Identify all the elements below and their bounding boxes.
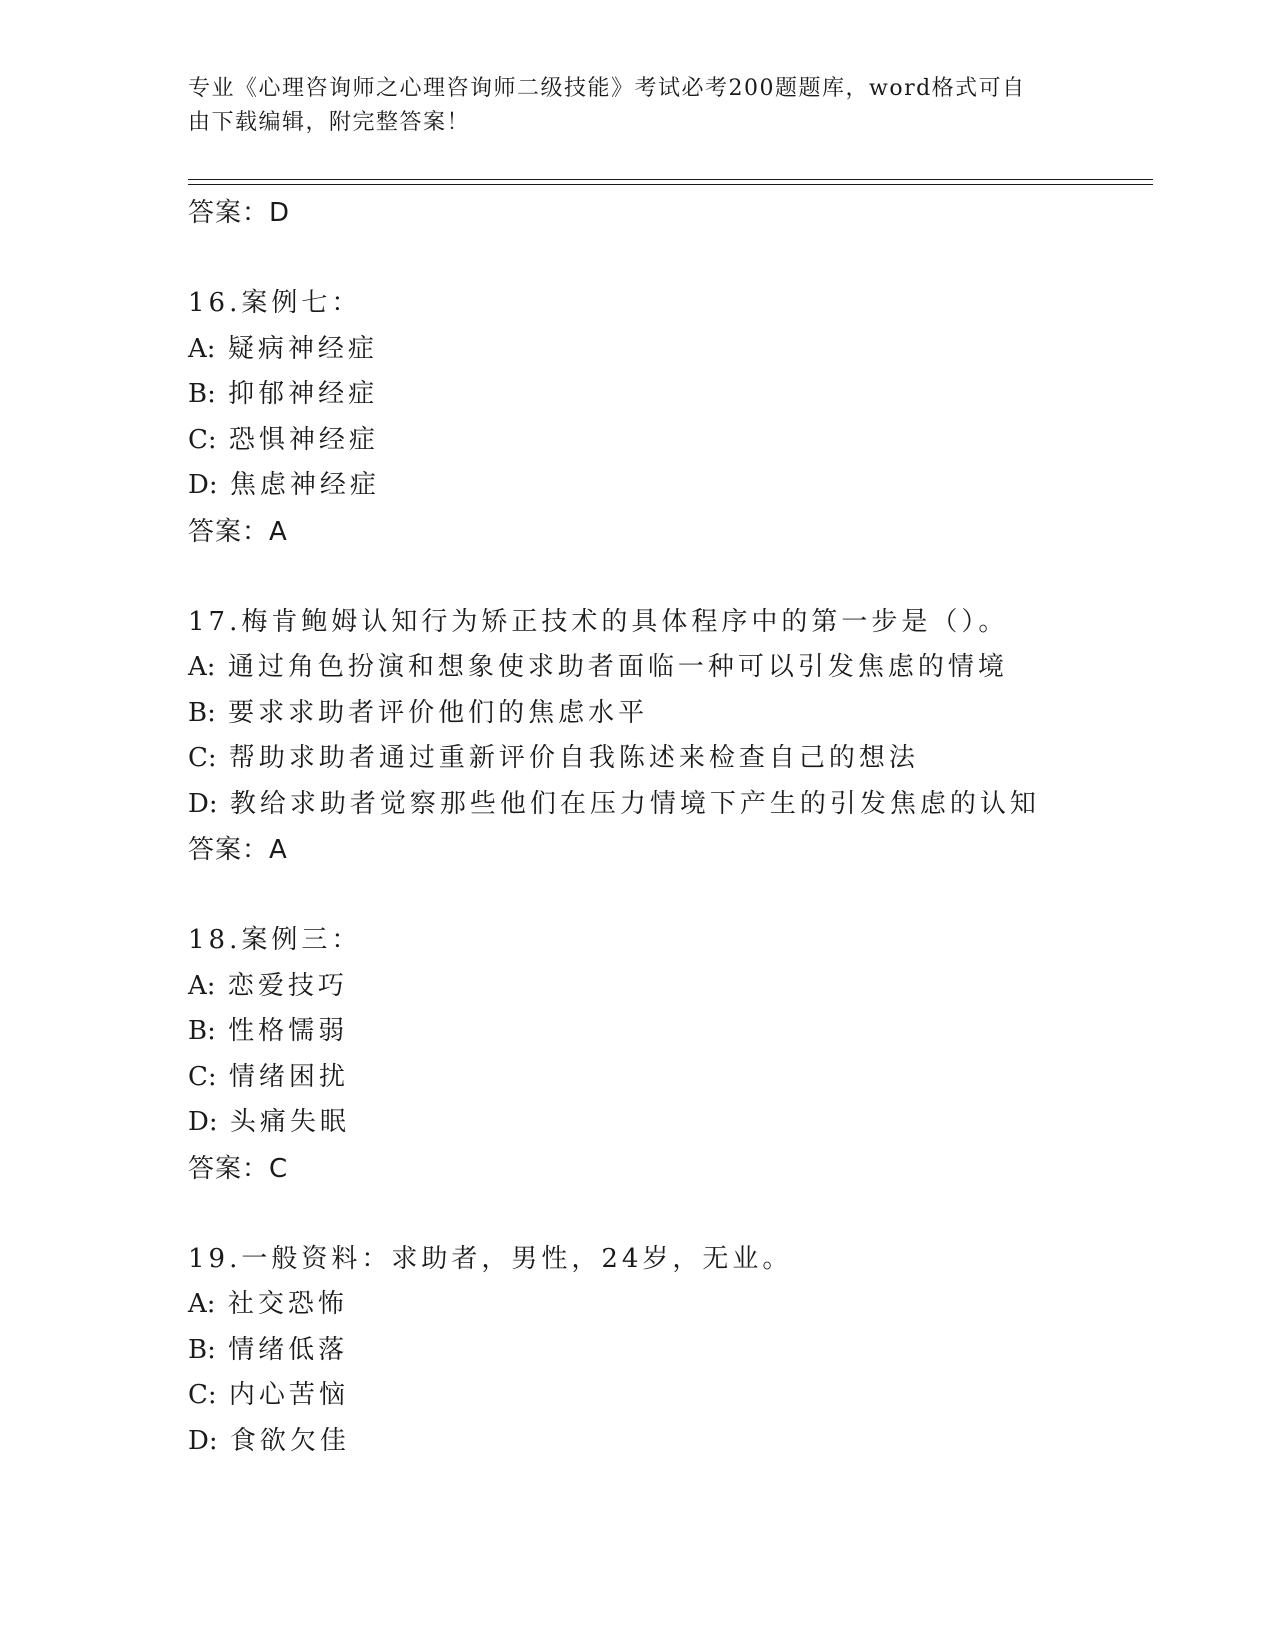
option-text: 情绪低落 (228, 1334, 349, 1365)
option-c (188, 1373, 1148, 1419)
header-line-1: 专业《心理咨询师之心理咨询师二级技能》考试必考200题题库，word格式可自 (188, 76, 1026, 101)
option-key: C: (188, 1061, 217, 1092)
option-key: A: (188, 652, 216, 682)
option-a (188, 327, 1148, 373)
answer-line: 答案：C (188, 1153, 289, 1184)
option-b (188, 1009, 1148, 1055)
question-block-16 (188, 281, 1148, 555)
option-key: D: (188, 788, 218, 819)
option-key: B: (188, 1334, 216, 1365)
header-divider-bottom (188, 184, 1153, 185)
question-stem: 17.梅肯鲍姆认知行为矫正技术的具体程序中的第一步是（）。 (188, 606, 1009, 637)
option-key: B: (188, 697, 216, 728)
question-stem: 18.案例三： (188, 925, 362, 955)
option-key: D: (188, 1107, 218, 1137)
option-c (188, 1055, 1148, 1101)
header-divider-top (188, 179, 1153, 180)
option-text: 焦虑神经症 (229, 470, 380, 500)
option-key: C: (188, 743, 217, 773)
answer-line: 答案：D (188, 198, 291, 228)
option-text: 内心苦恼 (228, 1380, 349, 1410)
option-d (188, 1100, 1148, 1146)
option-b (188, 1328, 1148, 1374)
option-text: 通过角色扮演和想象使求助者面临一种可以引发焦虑的情境 (227, 652, 1008, 682)
option-c (188, 418, 1148, 464)
option-key: B: (188, 379, 216, 409)
option-d (188, 1419, 1148, 1465)
option-key: D: (188, 470, 218, 500)
option-text: 抑郁神经症 (228, 379, 379, 409)
question-stem: 16.案例七： (188, 288, 362, 318)
option-a (188, 645, 1148, 691)
option-key: C: (188, 424, 217, 455)
option-text: 食欲欠佳 (229, 1425, 350, 1456)
question-block-19 (188, 1237, 1148, 1465)
option-text: 情绪困扰 (228, 1061, 349, 1092)
option-text: 恋爱技巧 (227, 970, 348, 1001)
question-block-17 (188, 600, 1148, 874)
question-block-18 (188, 918, 1148, 1192)
document-header (188, 72, 1088, 140)
option-key: D: (188, 1425, 218, 1456)
option-key: C: (188, 1380, 217, 1410)
option-text: 性格懦弱 (228, 1016, 349, 1046)
header-line-2: 由下载编辑，附完整答案！ (188, 110, 471, 135)
option-a (188, 1282, 1148, 1328)
option-text: 帮助求助者通过重新评价自我陈述来检查自己的想法 (228, 743, 919, 773)
option-text: 头痛失眠 (229, 1107, 350, 1137)
option-b (188, 691, 1148, 737)
option-d (188, 782, 1148, 828)
answer-line: 答案：A (188, 516, 288, 547)
option-text: 教给求助者觉察那些他们在压力情境下产生的引发焦虑的认知 (229, 788, 1040, 819)
option-key: A: (188, 333, 216, 364)
option-key: B: (188, 1016, 216, 1046)
option-b (188, 372, 1148, 418)
option-key: A: (188, 970, 216, 1001)
option-text: 社交恐怖 (227, 1289, 348, 1319)
question-stem: 19.一般资料：求助者，男性，24岁，无业。 (188, 1243, 793, 1274)
option-text: 疑病神经症 (227, 333, 378, 364)
option-d (188, 463, 1148, 509)
option-text: 恐惧神经症 (228, 424, 379, 455)
option-a (188, 964, 1148, 1010)
option-key: A: (188, 1289, 216, 1319)
option-c (188, 736, 1148, 782)
option-text: 要求求助者评价他们的焦虑水平 (228, 697, 649, 728)
question-list (188, 190, 1148, 1464)
answer-line: 答案：A (188, 835, 288, 865)
